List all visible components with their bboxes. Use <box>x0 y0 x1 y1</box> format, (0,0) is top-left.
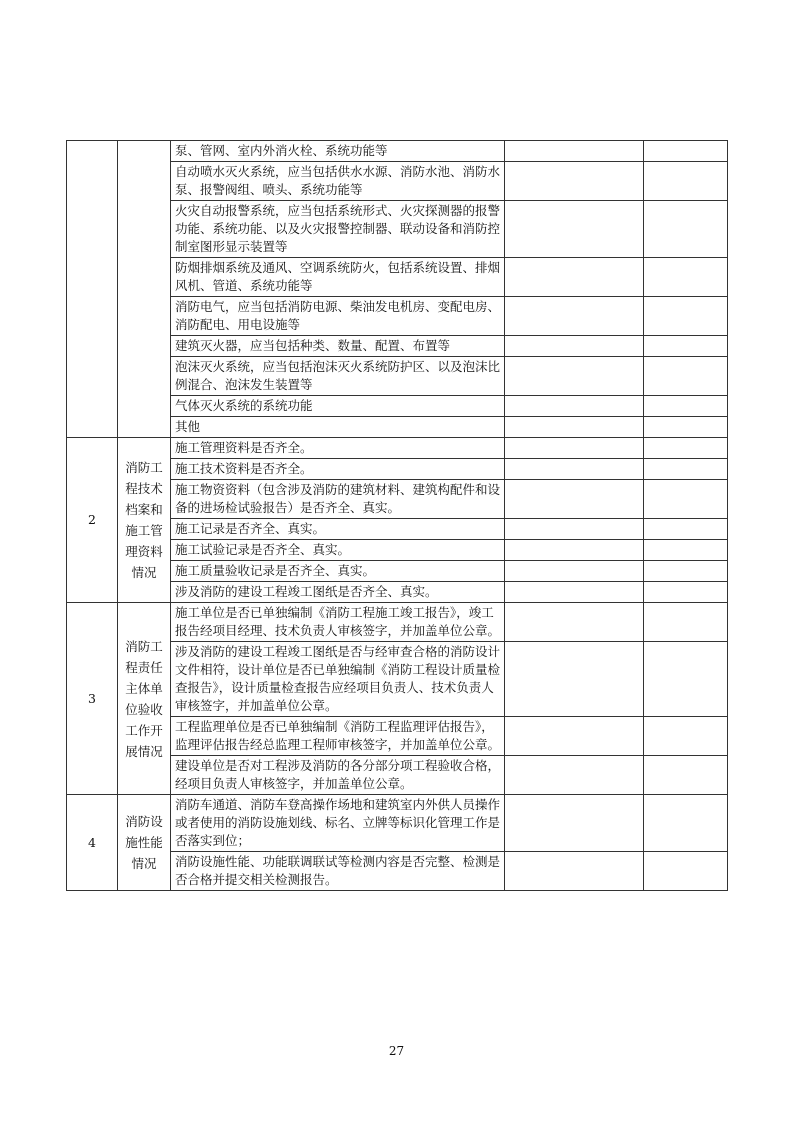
result-cell <box>505 795 644 852</box>
remark-cell <box>644 258 728 297</box>
remark-cell <box>644 336 728 357</box>
check-item: 防烟排烟系统及通风、空调系统防火，包括系统设置、排烟风机、管道、系统功能等 <box>171 258 505 297</box>
result-cell <box>505 258 644 297</box>
remark-cell <box>644 162 728 201</box>
remark-cell <box>644 141 728 162</box>
section-number-cell <box>67 141 118 438</box>
check-item: 施工记录是否齐全、真实。 <box>171 519 505 540</box>
remark-cell <box>644 582 728 603</box>
check-item: 消防电气，应当包括消防电源、柴油发电机房、变配电房、消防配电、用电设施等 <box>171 297 505 336</box>
result-cell <box>505 480 644 519</box>
section-number: 4 <box>67 795 118 891</box>
remark-cell <box>644 756 728 795</box>
check-item: 涉及消防的建设工程竣工图纸是否齐全、真实。 <box>171 582 505 603</box>
result-cell <box>505 297 644 336</box>
remark-cell <box>644 357 728 396</box>
check-item: 施工技术资料是否齐全。 <box>171 459 505 480</box>
result-cell <box>505 417 644 438</box>
result-cell <box>505 852 644 891</box>
section-category: 消防工程技术档案和施工管理资料情况 <box>118 438 171 603</box>
table-row <box>67 795 728 852</box>
result-cell <box>505 582 644 603</box>
section-category: 消防设施性能情况 <box>118 795 171 891</box>
remark-cell <box>644 603 728 642</box>
remark-cell <box>644 297 728 336</box>
remark-cell <box>644 561 728 582</box>
result-cell <box>505 603 644 642</box>
result-cell <box>505 519 644 540</box>
check-item: 消防设施性能、功能联调联试等检测内容是否完整、检测是否合格并提交相关检测报告。 <box>171 852 505 891</box>
check-item: 消防车通道、消防车登高操作场地和建筑室内外供人员操作或者使用的消防设施划线、标名、立牌等标识化管理工作是否落实到位； <box>171 795 505 852</box>
check-item: 气体灭火系统的系统功能 <box>171 396 505 417</box>
result-cell <box>505 642 644 717</box>
result-cell <box>505 357 644 396</box>
remark-cell <box>644 519 728 540</box>
result-cell <box>505 438 644 459</box>
remark-cell <box>644 201 728 258</box>
table-row <box>67 141 728 162</box>
remark-cell <box>644 480 728 519</box>
result-cell <box>505 756 644 795</box>
result-cell <box>505 396 644 417</box>
check-item: 施工质量验收记录是否齐全、真实。 <box>171 561 505 582</box>
result-cell <box>505 561 644 582</box>
check-item: 建设单位是否对工程涉及消防的各分部分项工程验收合格，经项目负责人审核签字，并加盖单位公章。 <box>171 756 505 795</box>
result-cell <box>505 162 644 201</box>
remark-cell <box>644 717 728 756</box>
result-cell <box>505 336 644 357</box>
result-cell <box>505 141 644 162</box>
section-number: 2 <box>67 438 118 603</box>
check-item: 泡沫灭火系统，应当包括泡沫灭火系统防护区、以及泡沫比例混合、泡沫发生装置等 <box>171 357 505 396</box>
remark-cell <box>644 459 728 480</box>
check-item: 火灾自动报警系统，应当包括系统形式、火灾探测器的报警功能、系统功能、以及火灾报警控制器、联动设备和消防控制室图形显示装置等 <box>171 201 505 258</box>
check-item: 施工试验记录是否齐全、真实。 <box>171 540 505 561</box>
check-item: 建筑灭火器，应当包括种类、数量、配置、布置等 <box>171 336 505 357</box>
check-item: 工程监理单位是否已单独编制《消防工程监理评估报告》，监理评估报告经总监理工程师审核签字，并加盖单位公章。 <box>171 717 505 756</box>
section-category-cell <box>118 141 171 438</box>
result-cell <box>505 717 644 756</box>
remark-cell <box>644 417 728 438</box>
check-item: 涉及消防的建设工程竣工图纸是否与经审查合格的消防设计文件相符，设计单位是否已单独编制《消防工程设计质量检查报告》，设计质量检查报告应经项目负责人、技术负责人审核签字，并加盖单位公章。 <box>171 642 505 717</box>
check-item: 其他 <box>171 417 505 438</box>
result-cell <box>505 459 644 480</box>
remark-cell <box>644 540 728 561</box>
result-cell <box>505 540 644 561</box>
remark-cell <box>644 438 728 459</box>
check-item: 泵、管网、室内外消火栓、系统功能等 <box>171 141 505 162</box>
table-row <box>67 603 728 642</box>
inspection-table-body <box>67 141 728 891</box>
table-row <box>67 438 728 459</box>
inspection-table <box>66 140 728 891</box>
remark-cell <box>644 795 728 852</box>
remark-cell <box>644 852 728 891</box>
section-category: 消防工程责任主体单位验收工作开展情况 <box>118 603 171 795</box>
section-number: 3 <box>67 603 118 795</box>
check-item: 施工单位是否已单独编制《消防工程施工竣工报告》，竣工报告经项目经理、技术负责人审核签字，并加盖单位公章。 <box>171 603 505 642</box>
result-cell <box>505 201 644 258</box>
page-number: 27 <box>388 1044 405 1058</box>
check-item: 施工物资资料（包含涉及消防的建筑材料、建筑构配件和设备的进场检试验报告）是否齐全、真实。 <box>171 480 505 519</box>
remark-cell <box>644 642 728 717</box>
check-item: 自动喷水灭火系统，应当包括供水水源、消防水池、消防水泵、报警阀组、喷头、系统功能等 <box>171 162 505 201</box>
remark-cell <box>644 396 728 417</box>
check-item: 施工管理资料是否齐全。 <box>171 438 505 459</box>
